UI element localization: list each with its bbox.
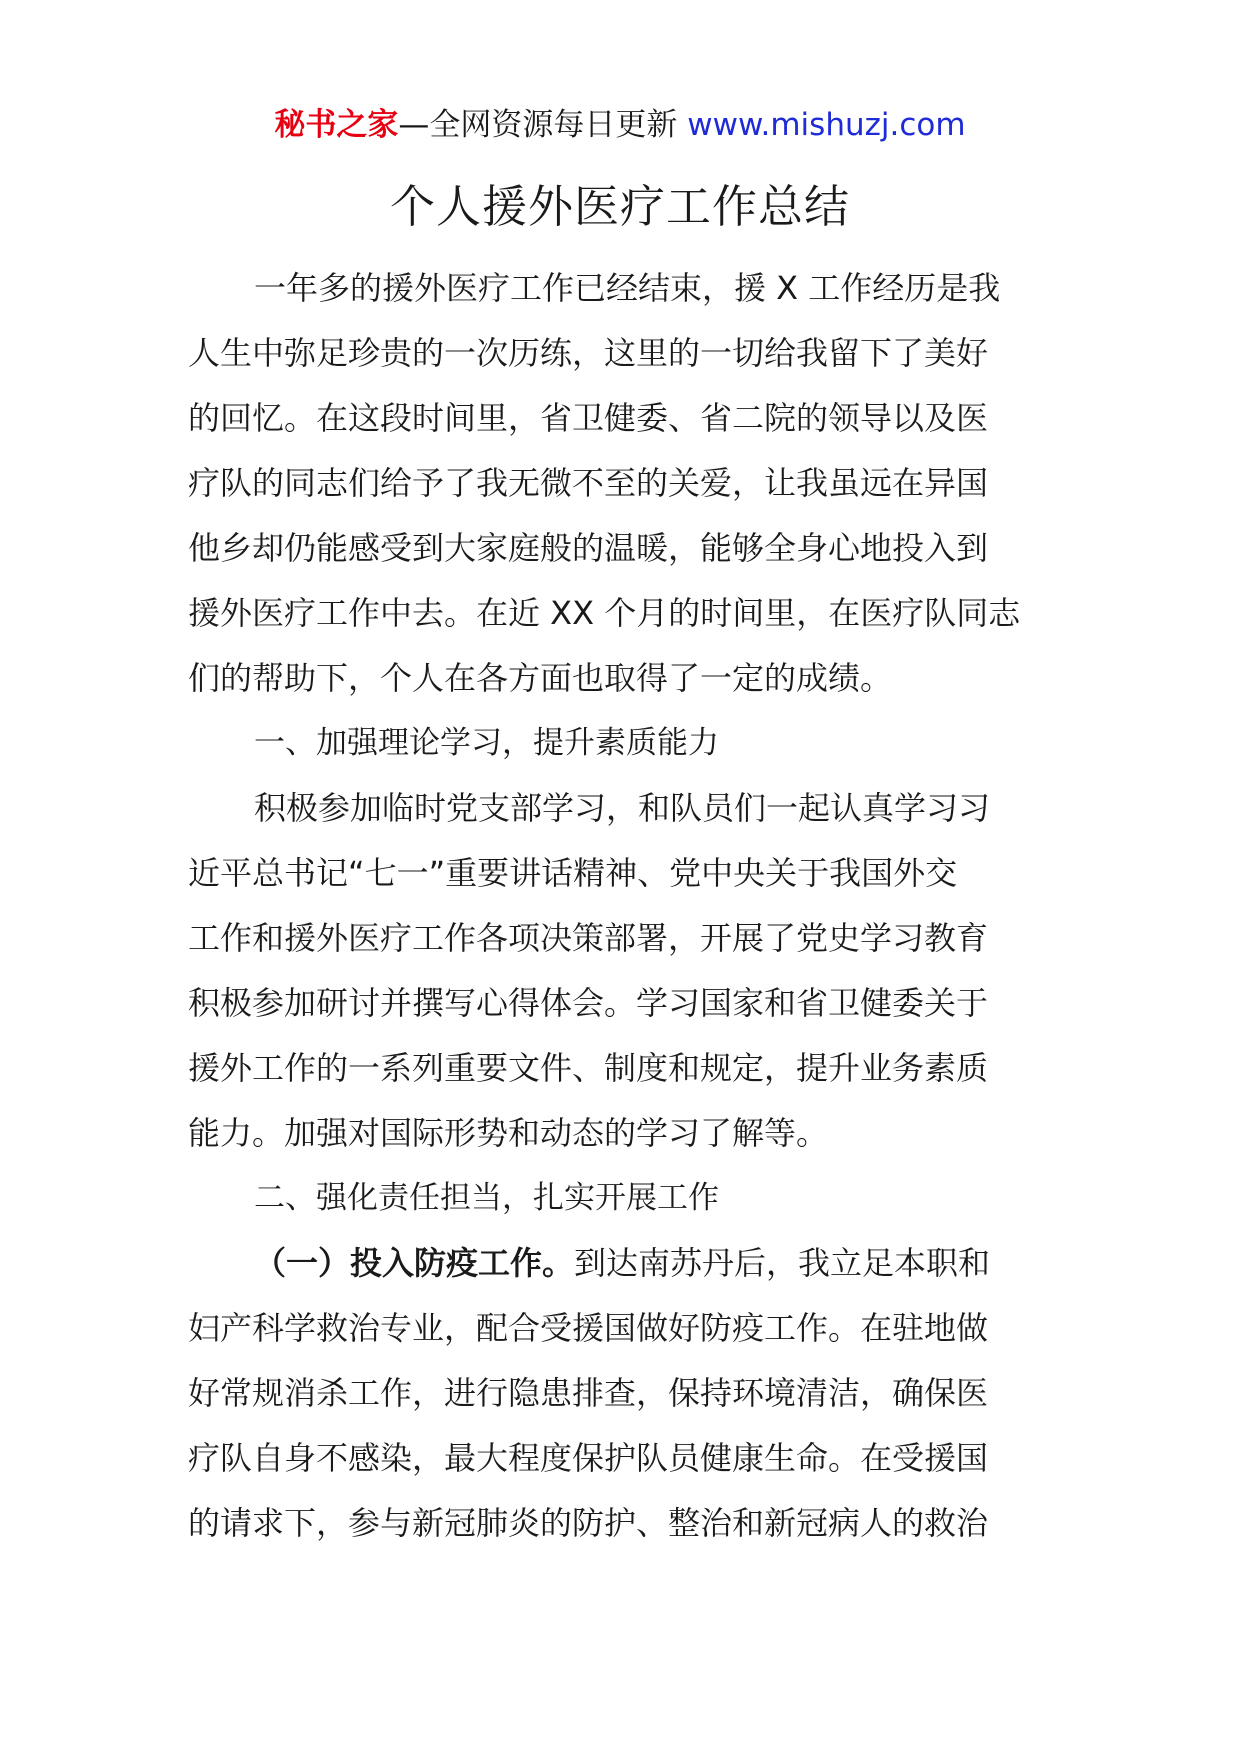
paragraph-line: 的请求下，参与新冠肺炎的防护、整治和新冠病人的救治 [188,1504,989,1542]
site-header [0,98,1240,152]
paragraph-line: 疗队的同志们给予了我无微不至的关爱，让我虽远在异国 [188,464,989,502]
paragraph-line: 能力。加强对国际形势和动态的学习了解等。 [188,1114,829,1152]
section-heading-1: 一、加强理论学习，提升素质能力 [254,725,719,761]
paragraph-line: 积极参加临时党支部学习，和队员们一起认真学习习 [254,789,991,827]
paragraph-line: 工作和援外医疗工作各项决策部署，开展了党史学习教育 [188,919,989,957]
section-heading-2: 二、强化责任担当，扎实开展工作 [254,1180,719,1216]
paragraph-line: 们的帮助下，个人在各方面也取得了一定的成绩。 [188,659,893,697]
paragraph-line: 积极参加研讨并撰写心得体会。学习国家和省卫健委关于 [188,984,989,1022]
paragraph-line: 妇产科学救治专业，配合受援国做好防疫工作。在驻地做 [188,1309,989,1347]
paragraph-line: 好常规消杀工作，进行隐患排查，保持环境清洁，确保医 [188,1374,989,1412]
paragraph-line: 近平总书记“七一”重要讲话精神、党中央关于我国外交 [188,854,958,892]
paragraph-line: 的回忆。在这段时间里，省卫健委、省二院的领导以及医 [188,399,989,437]
header-tagline: —全网资源每日更新 [398,107,688,143]
site-url-link[interactable]: www.mishuzj.com [687,107,966,143]
paragraph-line: 人生中弥足珍贵的一次历练，这里的一切给我留下了美好 [188,334,989,372]
paragraph-line: 援外工作的一系列重要文件、制度和规定，提升业务素质 [188,1049,989,1087]
document-body [188,256,1056,1556]
paragraph-line: 他乡却仍能感受到大家庭般的温暖，能够全身心地投入到 [188,529,989,567]
paragraph-text: 到达南苏丹后，我立足本职和 [574,1244,991,1282]
document-title: 个人援外医疗工作总结 [389,180,850,233]
subsection-heading: （一）投入防疫工作。 [254,1244,575,1282]
paragraph-line: 疗队自身不感染，最大程度保护队员健康生命。在受援国 [188,1439,989,1477]
paragraph-line: 援外医疗工作中去。在近 XX 个月的时间里，在医疗队同志 [188,594,1021,632]
paragraph-line: 一年多的援外医疗工作已经结束，援 X 工作经历是我 [254,269,1001,307]
paragraph-line [188,1231,1056,1296]
brand-name: 秘书之家 [274,107,399,143]
